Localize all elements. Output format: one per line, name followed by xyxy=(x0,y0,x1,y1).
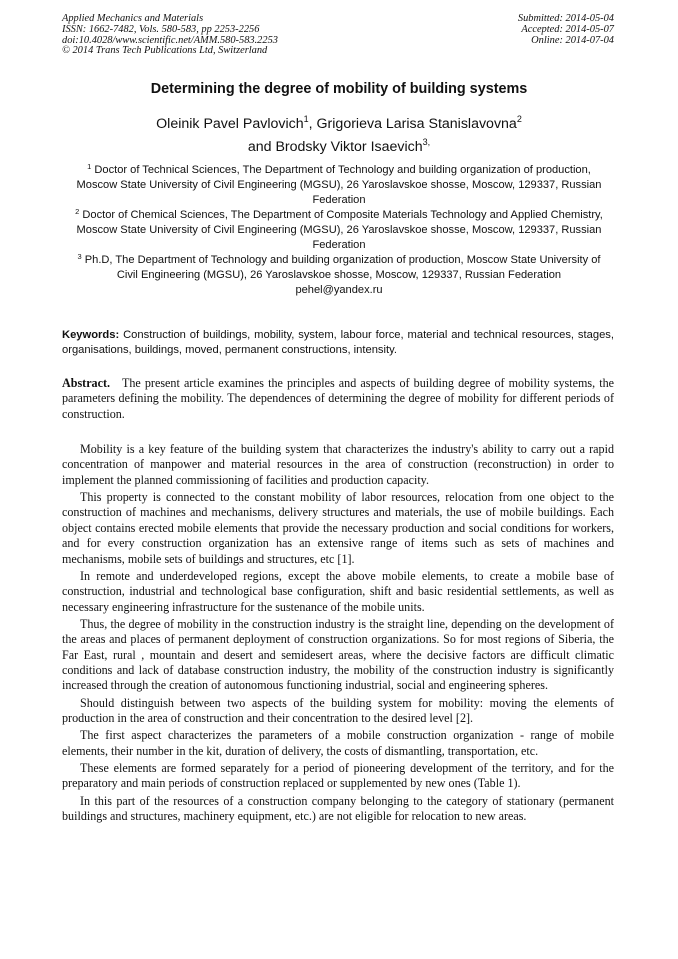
copyright-line: © 2014 Trans Tech Publications Ltd, Switzerland xyxy=(62,45,268,57)
keywords-label: Keywords: xyxy=(62,329,120,341)
author-conjunction: and xyxy=(247,139,276,155)
paragraph: This property is connected to the constant mobility of labor resources, relocation from one object to the construction of machines and mechanisms, delivery structures and materials, the use of mobile buildings. Each object contains erected mobile elements that provide the necessary production and social conditions for workers, and for every construction organization has an extensive range of items such as sets of machines and mechanisms, mobile sets of buildings and structures, etc [1]. xyxy=(62,490,614,566)
paragraph: Mobility is a key feature of the building system that characterizes the industry's ability to carry out a rapid concentration of manpower and material resources in the area of construction (reconstruction) in order to implement the planned commissioning of facilities and production capacity. xyxy=(62,442,614,487)
affiliation-text: Doctor of Chemical Sciences, The Department of Composite Materials Technology and Applied Chemistry, Moscow State University of Civil Engineering (MGSU), 26 Yaroslavskoe shosse, Moscow, 129337, Russian Federation xyxy=(76,209,603,251)
accepted-date: Accepted: 2014-05-07 xyxy=(521,23,614,35)
paragraph: Thus, the degree of mobility in the construction industry is the straight line, depending on the development of the areas and places of permanent deployment of construction organizations. So for most regions of Siberia, the Far East, rural , mountain and desert and semidesert areas, where the decisive factors are difficult climatic conditions and lack of database construction industry, the mobility of the construction industry is significantly increased through the creation of autonomous functioning industrial, social and engineering spheres. xyxy=(62,616,614,693)
author-name: Oleinik Pavel Pavlovich xyxy=(156,116,304,132)
affiliation-mark: 1 xyxy=(87,162,92,171)
affiliation xyxy=(70,208,608,253)
author-affil-mark: 2 xyxy=(516,114,522,124)
affiliation-mark: 2 xyxy=(75,207,80,216)
abstract-text: The present article examines the principles and aspects of building degree of mobility systems, the parameters defining the mobility. The dependences of determining the degree of mobility for different periods of construction. xyxy=(62,376,614,421)
paper-title: Determining the degree of mobility of building systems xyxy=(150,81,528,97)
keywords-text: Construction of buildings, mobility, system, labour force, material and technical resources, stages, organisations, buildings, moved, permanent constructions, intensity. xyxy=(62,329,614,357)
keywords xyxy=(62,328,614,359)
submission-dates xyxy=(518,14,614,46)
affiliation-text: Doctor of Technical Sciences, The Department of Technology and building organization of production, Moscow State University of Civil Engineering (MGSU), 26 Yaroslavskoe shosse, Moscow, 129337, Russian Federation xyxy=(76,164,602,206)
abstract xyxy=(62,376,614,422)
author-line-2 xyxy=(40,136,638,159)
journal-name: Applied Mechanics and Materials xyxy=(62,13,204,24)
paragraph: The first aspect characterizes the parameters of a mobile construction organization - range of mobile elements, their number in the kit, duration of delivery, the costs of dismantling, transportation, etc. xyxy=(62,728,614,758)
paragraph: Should distinguish between two aspects of the building system for mobility: moving the elements of production in the area of construction and their concentration to the desired level [2]. xyxy=(62,695,614,726)
submitted-date: Submitted: 2014-05-04 xyxy=(517,13,614,24)
affiliations xyxy=(70,163,608,298)
paragraph: In this part of the resources of a construction company belonging to the category of stationary (permanent buildings and structures, machinery equipment, etc.) are not eligible for relocation to new areas. xyxy=(62,793,614,823)
author-name: Grigorieva Larisa Stanislavovna xyxy=(316,116,517,132)
affiliation-mark: 3 xyxy=(77,252,82,261)
author-name: Brodsky Viktor Isaevich xyxy=(275,139,423,155)
paragraph: These elements are formed separately for a period of pioneering development of the territory, and for the preparatory and main periods of construction replaced or supplemented by new ones (Table 1). xyxy=(62,760,614,791)
online-date: Online: 2014-07-04 xyxy=(531,34,614,46)
doi-line: doi:10.4028/www.scientific.net/AMM.580-583.2253 xyxy=(62,34,278,46)
affiliation xyxy=(70,253,608,283)
paragraph: In remote and underdeveloped regions, except the above mobile elements, to create a mobile base of construction, industrial and technological base configuration, shift and basic residential settlements, as well as necessary engineering infrastructure for the sustenance of the mobile units. xyxy=(62,568,614,614)
issn-line: ISSN: 1662-7482, Vols. 580-583, pp 2253-2256 xyxy=(62,23,260,35)
affiliation-text: Ph.D, The Department of Technology and building organization of production, Moscow State University of Civil Engineering (MGSU), 26 Yaroslavskoe shosse, Moscow, 129337, Russian Federation xyxy=(81,254,601,281)
body-text xyxy=(62,442,614,826)
contact-email: pehel@yandex.ru xyxy=(295,284,383,296)
author-affil-mark: 3, xyxy=(422,137,431,147)
author-line-1 xyxy=(40,113,638,136)
abstract-label: Abstract. xyxy=(62,376,111,390)
author-separator: , xyxy=(308,116,317,132)
author-list xyxy=(40,113,638,159)
journal-info xyxy=(62,14,278,57)
affiliation xyxy=(70,163,608,208)
author-affil-mark: 1 xyxy=(303,114,309,124)
